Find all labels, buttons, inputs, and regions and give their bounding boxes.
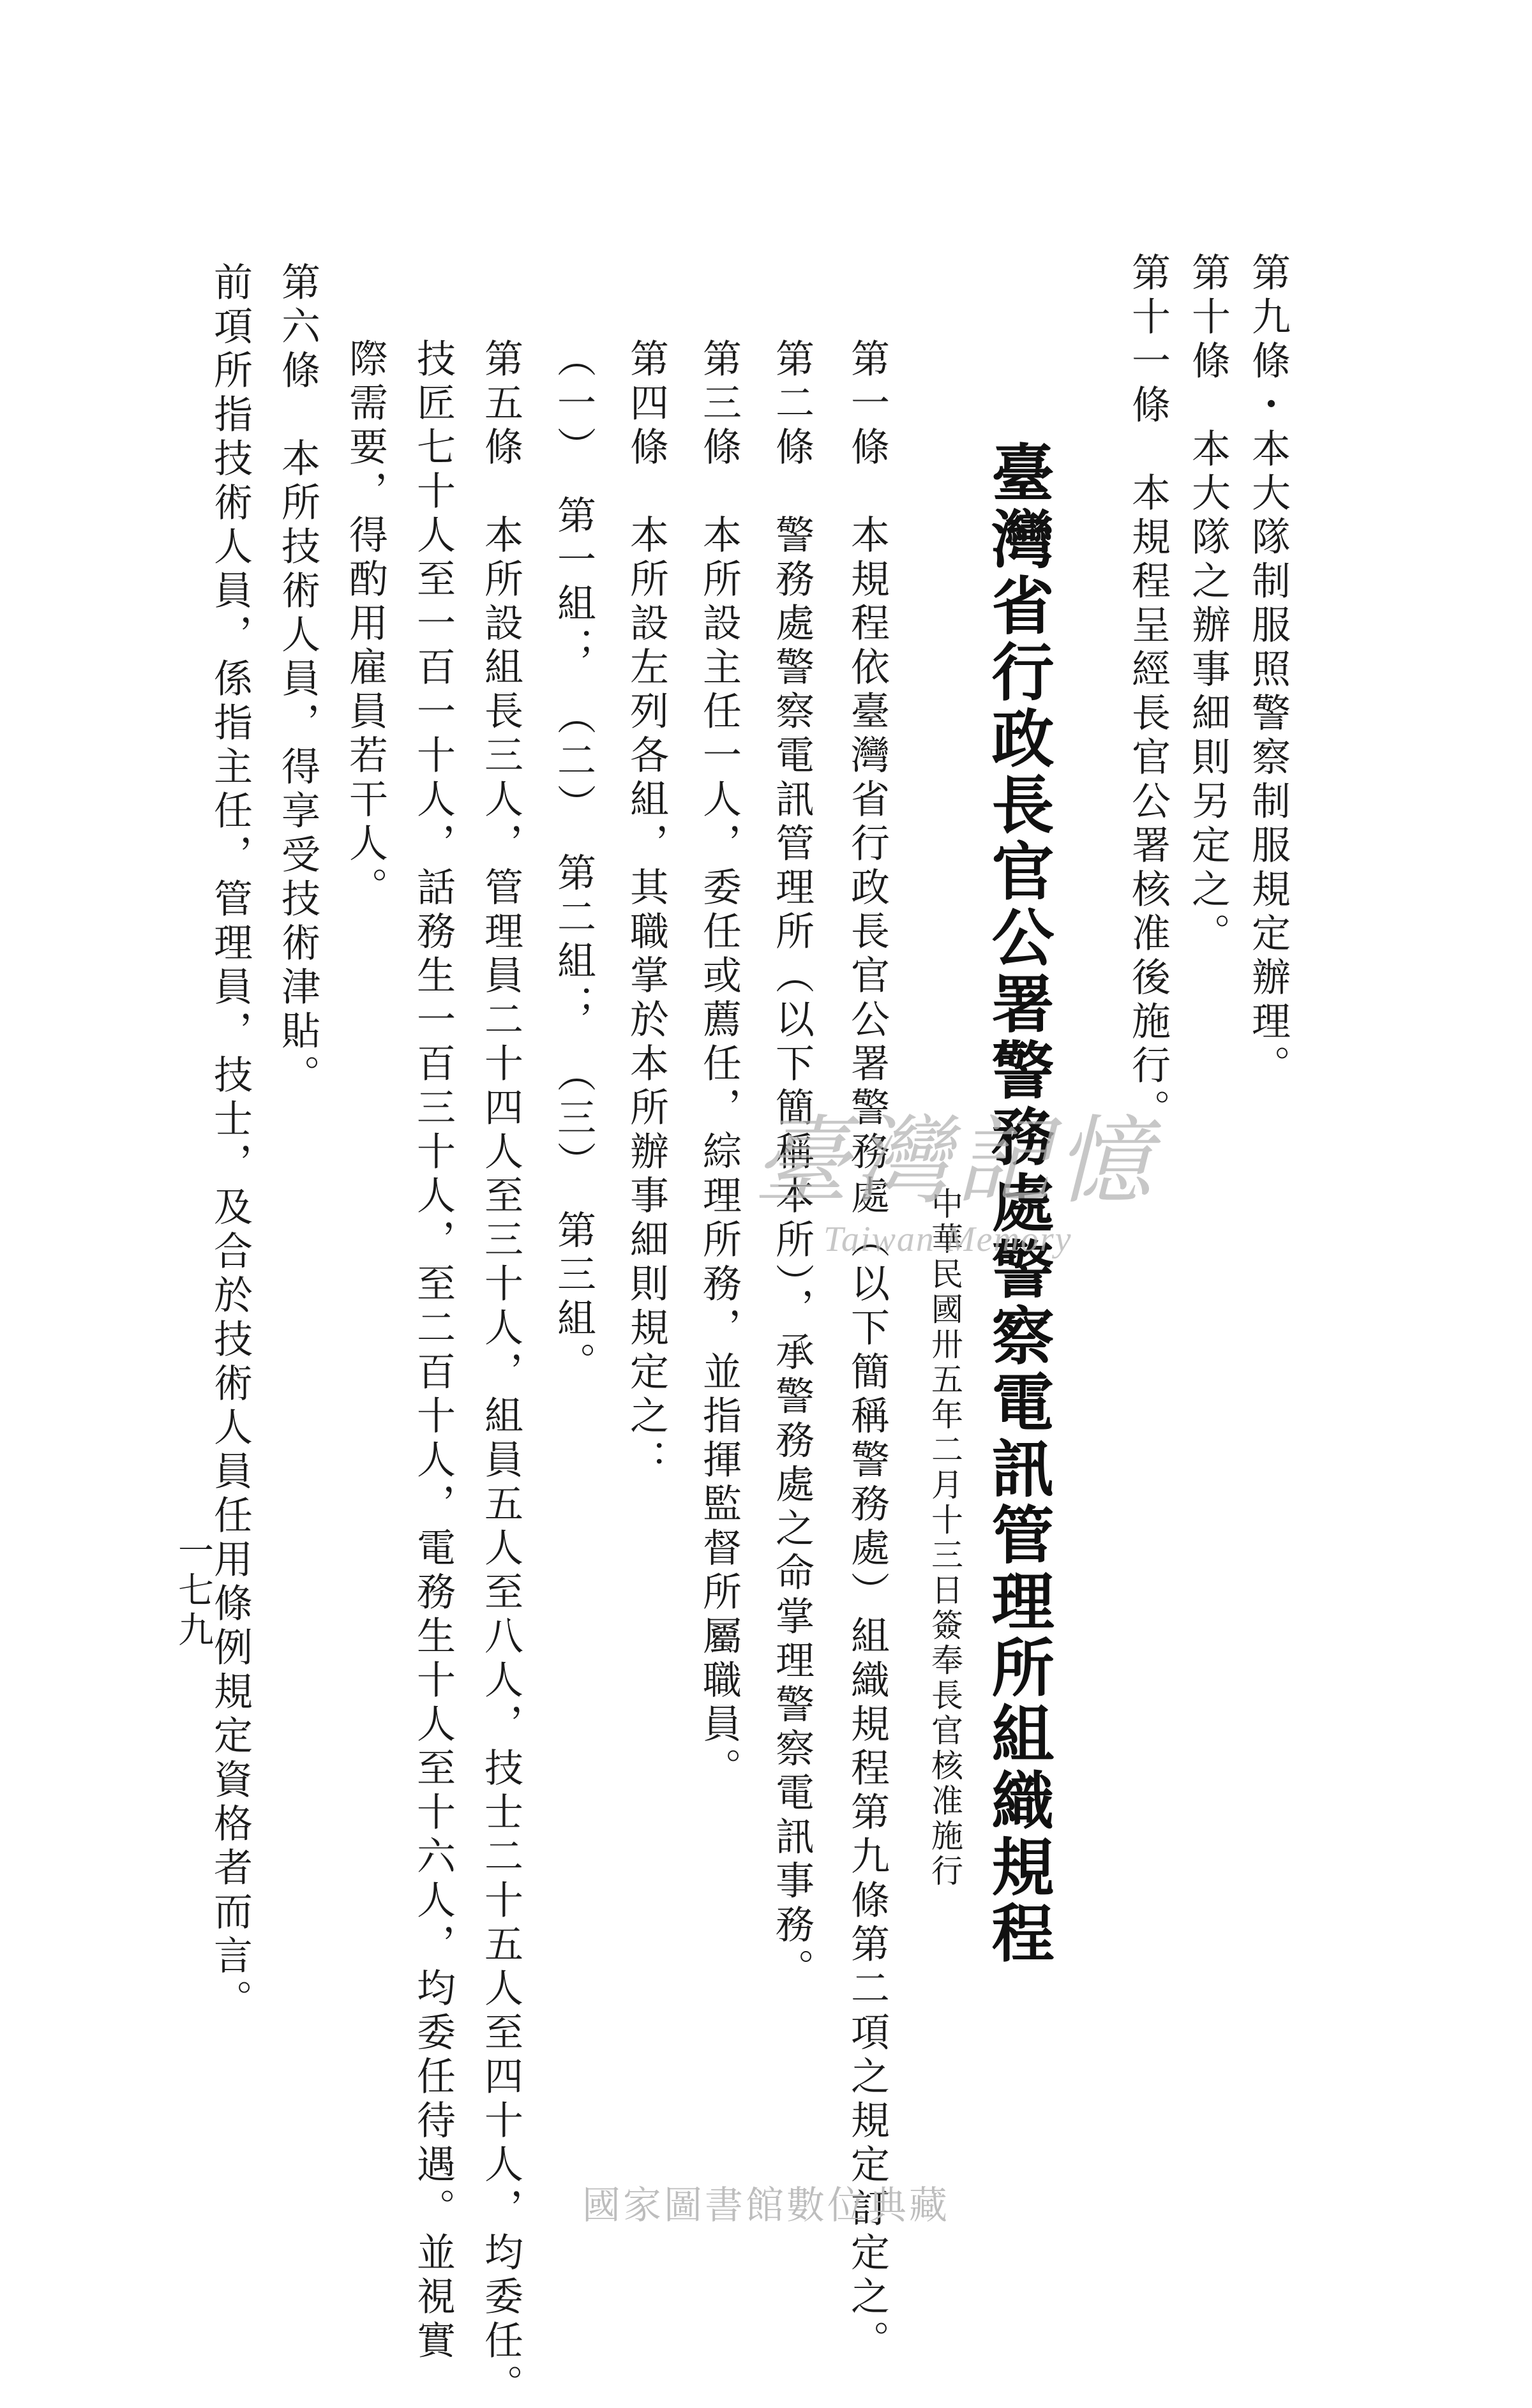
reg-groups-list: （一） 第一組； （二） 第二組； （三） 第三組。 [551,338,596,1386]
footer-collection-mark: 國家圖書館數位典藏 [582,2183,950,2228]
taiwan-memory-watermark [753,1106,1238,1280]
regulation-date: 中華民國卅五年二月十三日簽奉長官核准施行 [926,1187,963,1889]
reg-article-4: 第四條 本所設左列各組，其職掌於本所辦事細則規定之： [624,338,669,1483]
page-number: 一七九 [172,1532,214,1650]
reg-article-5-cont: 技匠七十人至一百一十人，話務生一百三十人，至二百十人，電務生十人至十六人，均委任待遇。並視實 [410,338,456,2364]
reg-article-6-cont: 前項所指技術人員，係指主任，管理員，技士，及合於技術人員任用條例規定資格者而言。 [207,262,253,2023]
reg-article-5: 第五條 本所設組長三人，管理員二十四人至三十人，組員五人至八人，技士二十五人至四十人，均委任。 [478,338,523,2408]
article-11: 第十一條 本規程呈經長官公署核准後施行。 [1125,252,1171,1133]
reg-article-1: 第一條 本規程依臺灣省行政長官公署警務處（以下簡稱警務處）組織規程第九條第二項之規定訂定之。 [845,338,890,2364]
article-10: 第十條 本大隊之辦事細則另定之。 [1185,252,1231,957]
reg-article-2: 第二條 警務處警察電訊管理所（以下簡稱本所），承警務處之命掌理警察電訊事務。 [769,338,815,1993]
regulation-title: 臺灣省行政長官公署警務處警察電訊管理所組織規程 [981,440,1055,1967]
article-9: 第九條・本大隊制服照警察制服規定辦理。 [1245,252,1291,1089]
watermark-en: Taiwan Memory [823,1220,1072,1259]
reg-article-5-end: 際需要，得酌用雇員若干人。 [343,338,388,911]
watermark-cn: 臺灣記憶 [753,1106,1157,1217]
reg-article-6: 第六條 本所技術人員，得享受技術津貼。 [275,262,320,1098]
reg-article-3: 第三條 本所設主任一人，委任或薦任，綜理所務，並指揮監督所屬職員。 [696,338,742,1791]
